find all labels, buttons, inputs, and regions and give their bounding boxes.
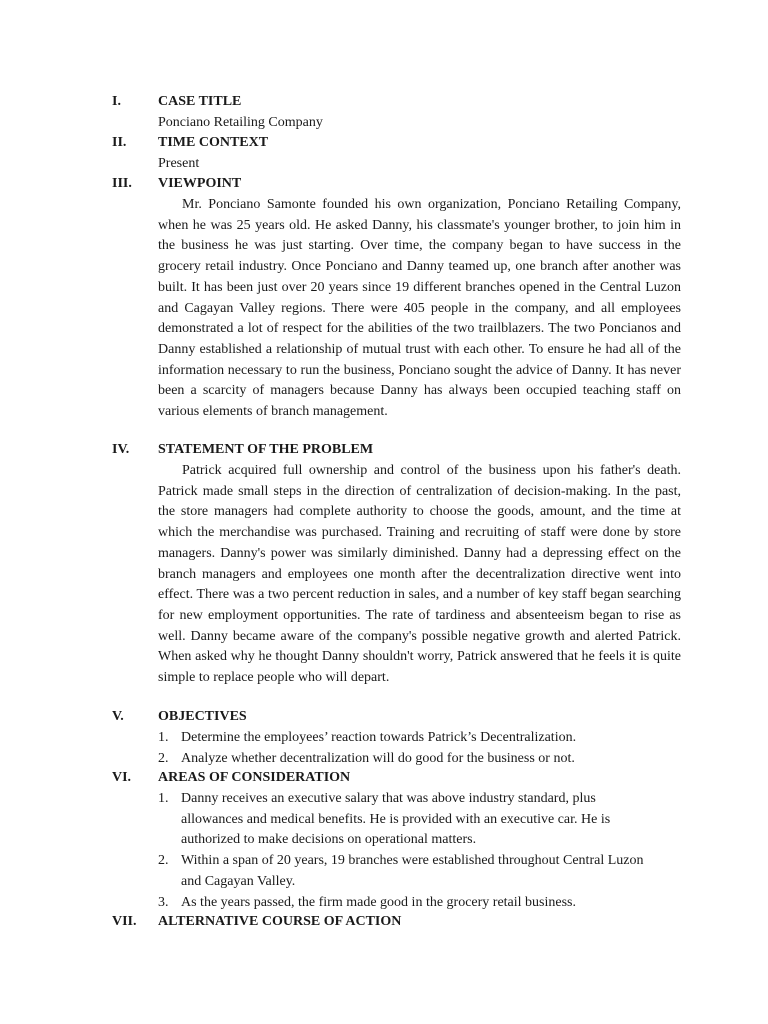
list-item	[158, 789, 658, 851]
viewpoint-paragraph: Mr. Ponciano Samonte founded his own organization, Ponciano Retailing Company, when he was 25 years old. He asked Danny, his classmate's younger brother, to join him in the business he was just starting. Over time, the company began to have success in the grocery retail industry. Once Ponciano and Danny teamed up, one branch after another was built. It has been just over 20 years since 19 different branches opened in the Central Luzon and Cagayan Valley regions. There were 405 people in the company, and all employees demonstrated a lot of respect for the abilities of the two trailblazers. The two Poncianos and Danny established a relationship of mutual trust with each other. To ensure he had all of the information necessary to run the business, Ponciano sought the advice of Danny. It has never been a scarcity of managers because Danny has always been occupied teaching staff on various elements of branch management.	[158, 197, 681, 420]
section-title: AREAS OF CONSIDERATION	[158, 770, 351, 785]
section-title: CASE TITLE	[158, 94, 242, 109]
case-title-text: Ponciano Retailing Company	[158, 115, 323, 130]
list-item-text: Danny receives an executive salary that was above industry standard, plus allowances and medical benefits. He is provided with an executive car. He is authorized to make decisions on operational matters.	[181, 791, 611, 848]
areas-of-consideration-list	[158, 789, 658, 913]
objectives-list	[158, 728, 658, 769]
section-number: III.	[112, 176, 132, 191]
section-title: ALTERNATIVE COURSE OF ACTION	[158, 914, 402, 929]
list-item-text: Analyze whether decentralization will do good for the business or not.	[181, 750, 575, 766]
section-title: STATEMENT OF THE PROBLEM	[158, 442, 374, 457]
list-item	[158, 851, 658, 892]
section-title: VIEWPOINT	[158, 176, 242, 191]
list-item-number: 1.	[158, 791, 169, 806]
list-item	[158, 893, 658, 914]
list-item-number: 2.	[158, 750, 169, 766]
section-number: IV.	[112, 442, 130, 457]
list-item-number: 1.	[158, 730, 169, 745]
section-number: I.	[112, 94, 121, 109]
list-item-number: 2.	[158, 853, 169, 869]
time-context-text: Present	[158, 156, 200, 171]
section-number: V.	[112, 709, 124, 724]
section-number: VII.	[112, 914, 137, 929]
section-title: OBJECTIVES	[158, 709, 247, 724]
list-item-text: Determine the employees’ reaction towards Patrick’s Decentralization.	[181, 730, 577, 745]
list-item	[158, 749, 658, 770]
list-item	[158, 728, 658, 749]
list-item-text: As the years passed, the firm made good in the grocery retail business.	[181, 894, 577, 910]
problem-statement-paragraph: Patrick acquired full ownership and control of the business upon his father's death. Patrick made small steps in the direction of centralization of decision-making. In the past, the store managers had complete authority to choose the goods, amount, and the time at which the merchandise was purchased. Training and recruiting of staff were done by store managers. Danny's power was similarly diminished. Danny had a depressing effect on the branch managers and employees one month after the decentralization directive went into effect. There was a two percent reduction in sales, and a number of key staff began searching for new employment opportunities. The rate of tardiness and absenteeism began to rise as well. Danny became aware of the company's possible negative growth and alerted Patrick. When asked why he thought Danny shouldn't worry, Patrick answered that he feels it is quite simple to replace people who will depart.	[158, 463, 681, 686]
list-item-number: 3.	[158, 894, 169, 910]
section-number: II.	[112, 135, 127, 150]
section-title: TIME CONTEXT	[158, 135, 269, 150]
list-item-text: Within a span of 20 years, 19 branches were established throughout Central Luzon and Cagayan Valley.	[181, 853, 644, 889]
section-number: VI.	[112, 770, 132, 785]
